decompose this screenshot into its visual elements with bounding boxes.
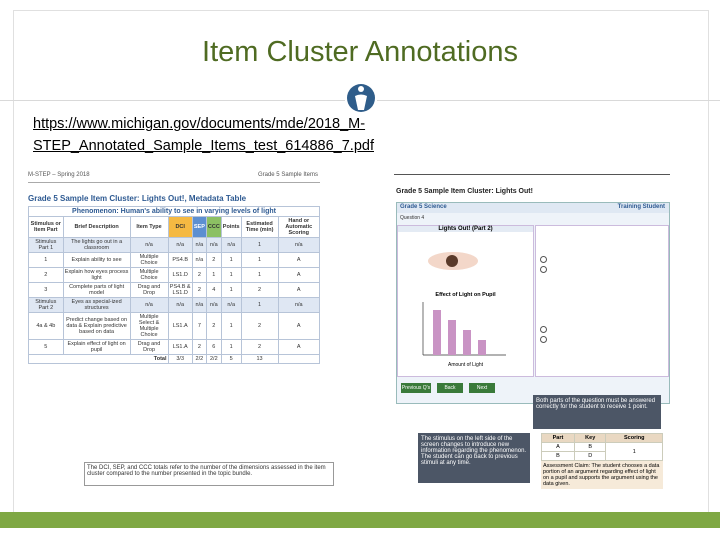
table-cell: Stimulus Part 2 xyxy=(29,298,64,313)
table-row xyxy=(29,238,320,253)
chart-bar xyxy=(478,340,486,355)
table-cell: Multiple Choice xyxy=(130,268,168,283)
table-cell: n/a xyxy=(278,238,319,253)
logo-icon xyxy=(345,80,377,116)
col-header: Points xyxy=(221,217,241,238)
table-cell: 6 xyxy=(206,340,221,355)
table-cell: 2 xyxy=(192,268,206,283)
total-cell: 3/3 xyxy=(168,355,192,364)
table-header-row xyxy=(29,217,320,238)
table-row xyxy=(29,268,320,283)
next-button[interactable]: Next xyxy=(469,383,495,393)
table-cell: 1 xyxy=(241,268,278,283)
scoring-header: Part xyxy=(542,434,575,443)
table-row xyxy=(29,253,320,268)
scoring-cell: D xyxy=(574,452,606,461)
table-cell: 1 xyxy=(206,268,221,283)
doc-subtitle: Grade 5 Sample Item Cluster: Lights Out!, Metadata Table xyxy=(28,194,247,203)
answer-radio[interactable] xyxy=(540,266,547,273)
table-cell: n/a xyxy=(278,298,319,313)
table-cell: 2 xyxy=(241,283,278,298)
chart-title: Effect of Light on Pupil xyxy=(435,292,496,298)
table-cell: Complete parts of light model xyxy=(63,283,130,298)
url-line-1[interactable]: https://www.michigan.gov/documents/mde/2018_M- xyxy=(33,116,366,132)
total-label: Total xyxy=(29,355,169,364)
table-cell: n/a xyxy=(221,238,241,253)
previous-button[interactable]: Previous Q's xyxy=(401,385,431,391)
total-cell: 5 xyxy=(221,355,241,364)
slide-title: Item Cluster Annotations xyxy=(202,36,518,68)
table-cell: 2 xyxy=(206,313,221,340)
col-header: Stimulus or Item Part xyxy=(29,217,64,238)
col-header: CCC xyxy=(206,217,221,238)
table-cell: PS4.B & LS1.D xyxy=(169,284,191,296)
table-cell: A xyxy=(278,283,319,298)
table-cell: Explain effect of light on pupil xyxy=(63,340,130,355)
panel-title: Lights Out! (Part 2) xyxy=(398,226,533,232)
table-cell: 1 xyxy=(221,283,241,298)
dimension-note: The DCI, SEP, and CCC totals refer to the number of the dimensions assessed in the item cluster compared to the number presented in the topic bundle. xyxy=(84,462,334,486)
table-cell: 1 xyxy=(221,253,241,268)
scoring-table xyxy=(541,433,663,461)
footer-bar xyxy=(0,512,720,528)
doc-header-right: Grade 5 Sample Items xyxy=(257,172,318,178)
scoring-header: Key xyxy=(574,434,606,443)
table-cell: Multiple Select & Multiple Choice xyxy=(130,313,168,340)
phenomenon-cell: Phenomenon: Human's ability to see in varying levels of light xyxy=(29,207,320,217)
table-cell: A xyxy=(278,340,319,355)
answer-radio[interactable] xyxy=(540,256,547,263)
question-selector[interactable]: Question 4 xyxy=(400,215,425,221)
table-cell: 2 xyxy=(241,313,278,340)
table-cell: n/a xyxy=(192,238,206,253)
answer-radio[interactable] xyxy=(540,326,547,333)
total-cell: 2/2 xyxy=(192,355,206,364)
metadata-table-document xyxy=(18,166,332,492)
scoring-cell: 1 xyxy=(606,443,663,461)
table-cell: Drag and Drop xyxy=(130,340,168,355)
table-cell: 2 xyxy=(206,253,221,268)
table-cell: Explain ability to see xyxy=(63,253,130,268)
table-cell: 1 xyxy=(241,238,278,253)
col-header: Hand or Automatic Scoring xyxy=(278,217,319,238)
col-header: SEP xyxy=(192,217,206,238)
app-title: Grade 5 Science xyxy=(400,204,447,210)
table-cell: n/a xyxy=(192,253,206,268)
table-cell: n/a xyxy=(206,298,221,313)
table-cell: n/a xyxy=(168,298,192,313)
table-cell: Stimulus Part 1 xyxy=(29,238,64,253)
table-cell: Multiple Choice xyxy=(130,253,168,268)
app-title-bar xyxy=(397,203,669,213)
back-button[interactable]: Back xyxy=(437,383,463,393)
total-row xyxy=(29,355,320,364)
doc-header-left: M-STEP – Spring 2018 xyxy=(28,172,90,178)
callout-stimulus-note: The stimulus on the left side of the screen changes to introduce new information regarding the phenomenon. The student can go back to previous stimuli at any time. xyxy=(418,433,530,483)
total-cell: 13 xyxy=(241,355,278,364)
eye-image-icon xyxy=(428,252,478,270)
table-cell: 4 xyxy=(206,283,221,298)
table-cell: 4a & 4b xyxy=(29,313,64,340)
callout-scoring-note: Both parts of the question must be answered correctly for the student to receive 1 point. xyxy=(533,395,661,429)
chart-xlabel: Amount of Light xyxy=(447,362,484,368)
table-cell: n/a xyxy=(168,238,192,253)
table-cell: 5 xyxy=(29,340,64,355)
answer-radio[interactable] xyxy=(540,336,547,343)
table-cell: Explain how eyes process light xyxy=(64,269,129,281)
test-app-screenshot xyxy=(396,202,670,404)
table-row xyxy=(29,298,320,313)
table-cell: 2 xyxy=(241,340,278,355)
chart-bar xyxy=(448,320,456,355)
table-cell: A xyxy=(278,268,319,283)
col-header: DCI xyxy=(168,217,192,238)
table-cell: LS1.D xyxy=(168,268,192,283)
metadata-table xyxy=(28,206,320,364)
col-header: Estimated Time (min) xyxy=(241,217,278,238)
table-cell: Eyes as special-ized structures xyxy=(63,298,130,313)
url-line-2[interactable]: STEP_Annotated_Sample_Items_test_614886_7.pdf xyxy=(33,138,374,154)
table-cell: 1 xyxy=(221,268,241,283)
col-header: Item Type xyxy=(130,217,168,238)
chart-bar xyxy=(463,330,471,355)
table-cell: n/a xyxy=(130,298,168,313)
table-cell: The lights go out in a classroom xyxy=(63,238,130,253)
scoring-table-container xyxy=(541,433,663,491)
scoring-cell: A xyxy=(542,443,575,452)
total-cell: 2/2 xyxy=(206,355,221,364)
chart-bar xyxy=(433,310,441,355)
stimulus-panel xyxy=(397,225,534,377)
table-cell: LS1.A xyxy=(168,340,192,355)
doc-header-rule xyxy=(28,182,320,183)
scoring-cell: B xyxy=(542,452,575,461)
table-cell: 1 xyxy=(241,298,278,313)
table-cell: 2 xyxy=(192,283,206,298)
table-cell: 2 xyxy=(29,268,64,283)
table-cell: Drag and Drop xyxy=(130,283,168,298)
question-panel xyxy=(535,225,669,377)
app-user: Training Student xyxy=(617,204,665,210)
table-cell: 3 xyxy=(29,283,64,298)
cluster-header: Grade 5 Sample Item Cluster: Lights Out! xyxy=(396,188,533,195)
table-row xyxy=(29,340,320,355)
table-cell: PS4.B xyxy=(168,253,192,268)
table-cell: n/a xyxy=(206,238,221,253)
table-cell: 1 xyxy=(221,313,241,340)
table-cell: A xyxy=(278,253,319,268)
pupil-bar-chart xyxy=(418,300,508,360)
table-row xyxy=(29,313,320,340)
table-cell: n/a xyxy=(130,238,168,253)
scoring-header: Scoring xyxy=(606,434,663,443)
source-url-link[interactable] xyxy=(33,113,453,157)
scoring-cell: B xyxy=(574,443,606,452)
table-cell: 1 xyxy=(241,253,278,268)
assessment-claim: Assessment Claim: The student chooses a data portion of an argument regarding effect of light on a pupil and supports the argument using the data given. xyxy=(541,461,663,489)
table-cell: n/a xyxy=(221,298,241,313)
table-cell: LS1.A xyxy=(168,313,192,340)
table-cell: 1 xyxy=(221,340,241,355)
table-cell: 1 xyxy=(29,253,64,268)
col-header: Brief Description xyxy=(63,217,130,238)
table-cell: 7 xyxy=(192,313,206,340)
table-cell: A xyxy=(278,313,319,340)
table-cell: n/a xyxy=(192,298,206,313)
doc-top-rule xyxy=(394,174,670,175)
table-cell: 2 xyxy=(192,340,206,355)
table-row xyxy=(29,283,320,298)
table-cell: Predict change based on data & Explain predictive based on data xyxy=(63,313,130,340)
